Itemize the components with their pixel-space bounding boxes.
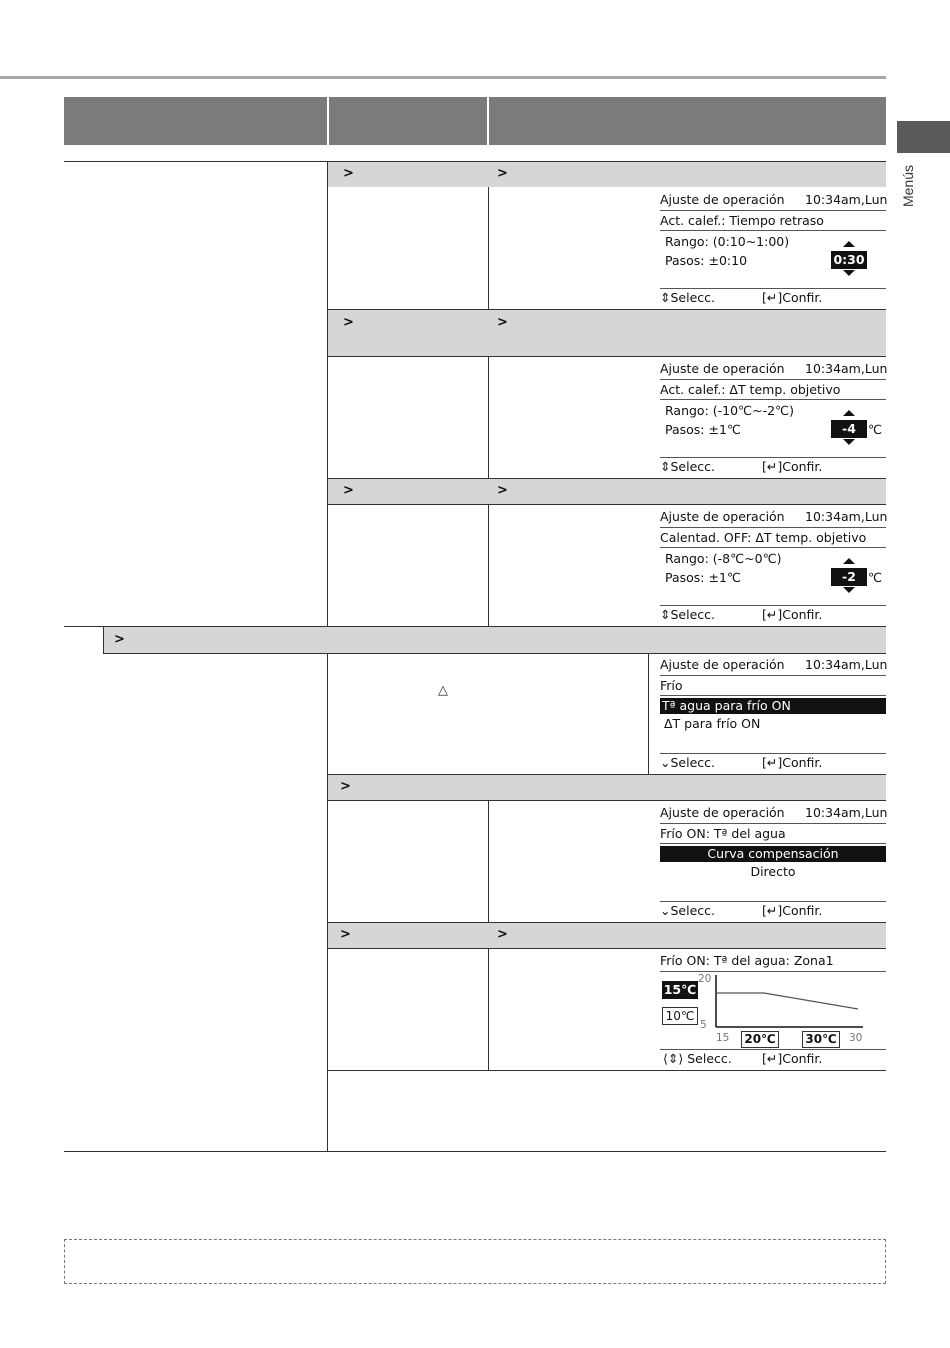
select-hint: ⇕Selecc. [660,459,715,474]
screen-title: Ajuste de operación [660,192,785,207]
lcd-screen-delay-time [660,192,886,307]
triangle-icon: △ [438,683,448,698]
screen-time: 10:34am,Lun [805,361,888,376]
chevron-right-icon: > [497,483,508,498]
screen-title: Ajuste de operación [660,361,785,376]
option-selected[interactable]: Curva compensación [660,846,886,862]
screen-title: Ajuste de operación [660,657,785,672]
row-header-a1 [328,162,886,187]
decrease-arrow-icon [843,439,855,445]
value-box: -4 [831,420,867,438]
x-point-2[interactable]: 30℃ [802,1031,840,1048]
header-cell-3 [489,97,886,145]
range-text: Rango: (-8℃~0℃) [665,551,782,566]
increase-arrow-icon [843,558,855,564]
low-temp-value[interactable]: 10℃ [662,1007,698,1025]
screen-time: 10:34am,Lun [805,657,888,672]
confirm-hint: [↵]Confir. [762,290,823,305]
screen-subtitle: Frío [660,678,683,693]
x-point-1[interactable]: 20℃ [741,1031,779,1048]
select-hint: ⇕Selecc. [660,290,715,305]
screen-time: 10:34am,Lun [805,805,888,820]
x-min-label: 15 [716,1032,730,1044]
chevron-right-icon: > [340,927,351,942]
screen-subtitle: Frío ON: Tª del agua [660,826,786,841]
increase-arrow-icon [843,410,855,416]
menu-item[interactable]: ΔT para frío ON [664,716,761,731]
screen-time: 10:34am,Lun [805,192,888,207]
table-bottom-line [64,1151,886,1152]
row-line [103,653,886,654]
section-tab [897,121,950,153]
select-hint: ⌄Selecc. [660,903,715,918]
note-box [64,1239,886,1284]
col-divider [488,948,489,1070]
chevron-right-icon: > [497,166,508,181]
range-text: Rango: (0:10~1:00) [665,234,790,249]
confirm-hint: [↵]Confir. [762,903,823,918]
up-down-arrow-icon: ⇕ [660,459,671,474]
x-max-label: 30 [849,1032,863,1044]
confirm-hint: [↵]Confir. [762,607,823,622]
screen-title: Ajuste de operación [660,509,785,524]
lcd-screen-heat-delta [660,361,886,476]
top-rule [0,76,886,79]
col-divider [488,800,489,922]
chevron-right-icon: > [340,779,351,794]
row-line [328,800,886,801]
range-text: Rango: (-10℃~-2℃) [665,403,794,418]
header-cell-1 [64,97,327,145]
lcd-screen-heater-off-delta [660,509,886,624]
decrease-arrow-icon [843,587,855,593]
row-header-a3 [328,479,886,504]
steps-text: Pasos: ±1℃ [665,422,741,437]
value-box: -2 [831,568,867,586]
lcd-screen-cooling-water-temp [660,805,886,920]
section-label: Menús [900,164,917,208]
option[interactable]: Directo [750,864,796,879]
col-divider [488,504,489,626]
screen-subtitle: Calentad. OFF: ΔT temp. objetivo [660,530,867,545]
left-right-up-down-arrow-icon: ⟨⇕⟩ [663,1051,684,1066]
header-cell-2 [329,97,487,145]
decrease-arrow-icon [843,270,855,276]
chevron-right-icon: > [343,166,354,181]
row-line [328,356,886,357]
row-header-b [103,627,886,653]
menu-item-selected[interactable]: Tª agua para frío ON [660,698,886,714]
lcd-screen-cooling-menu [660,657,886,772]
down-arrow-icon: ⌄ [660,903,671,918]
row-line [328,504,886,505]
steps-text: Pasos: ±0:10 [665,253,748,268]
confirm-hint: [↵]Confir. [762,1051,823,1066]
chevron-right-icon: > [497,315,508,330]
select-hint: ⌄Selecc. [660,755,715,770]
unit-label: ℃ [868,570,883,585]
steps-text: Pasos: ±1℃ [665,570,741,585]
col-divider-lower [327,654,328,1151]
screen-subtitle: Act. calef.: Tiempo retraso [660,213,824,228]
chevron-right-icon: > [343,483,354,498]
col-divider [488,187,489,309]
increase-arrow-icon [843,241,855,247]
screen-title: Frío ON: Tª del agua: Zona1 [660,953,834,968]
chevron-right-icon: > [343,315,354,330]
lcd-screen-compensation-curve [660,953,886,1068]
unit-label: ℃ [868,422,883,437]
screen-subtitle: Act. calef.: ΔT temp. objetivo [660,382,841,397]
high-temp-value[interactable]: 15℃ [663,982,697,997]
row-header-b3 [328,923,886,948]
col-divider [488,356,489,478]
chevron-right-icon: > [497,927,508,942]
row-line [328,948,886,949]
chevron-right-icon: > [114,632,125,647]
row-line [328,1070,886,1071]
select-hint: ⇕Selecc. [660,607,715,622]
value-box: 0:30 [831,251,867,269]
confirm-hint: [↵]Confir. [762,459,823,474]
up-down-arrow-icon: ⇕ [660,607,671,622]
y-bottom-label: 5 [700,1019,707,1031]
down-arrow-icon: ⌄ [660,755,671,770]
row-left-edge [103,627,104,654]
col-divider [648,654,649,774]
up-down-arrow-icon: ⇕ [660,290,671,305]
row-header-b2 [328,775,886,800]
screen-time: 10:34am,Lun [805,509,888,524]
col-divider-upper [327,161,328,626]
y-top-label: 20 [698,973,712,985]
curve-graph [708,975,868,1031]
select-hint: ⟨⇕⟩ Selecc. [663,1051,732,1066]
confirm-hint: [↵]Confir. [762,755,823,770]
screen-title: Ajuste de operación [660,805,785,820]
row-header-a2 [328,310,886,356]
